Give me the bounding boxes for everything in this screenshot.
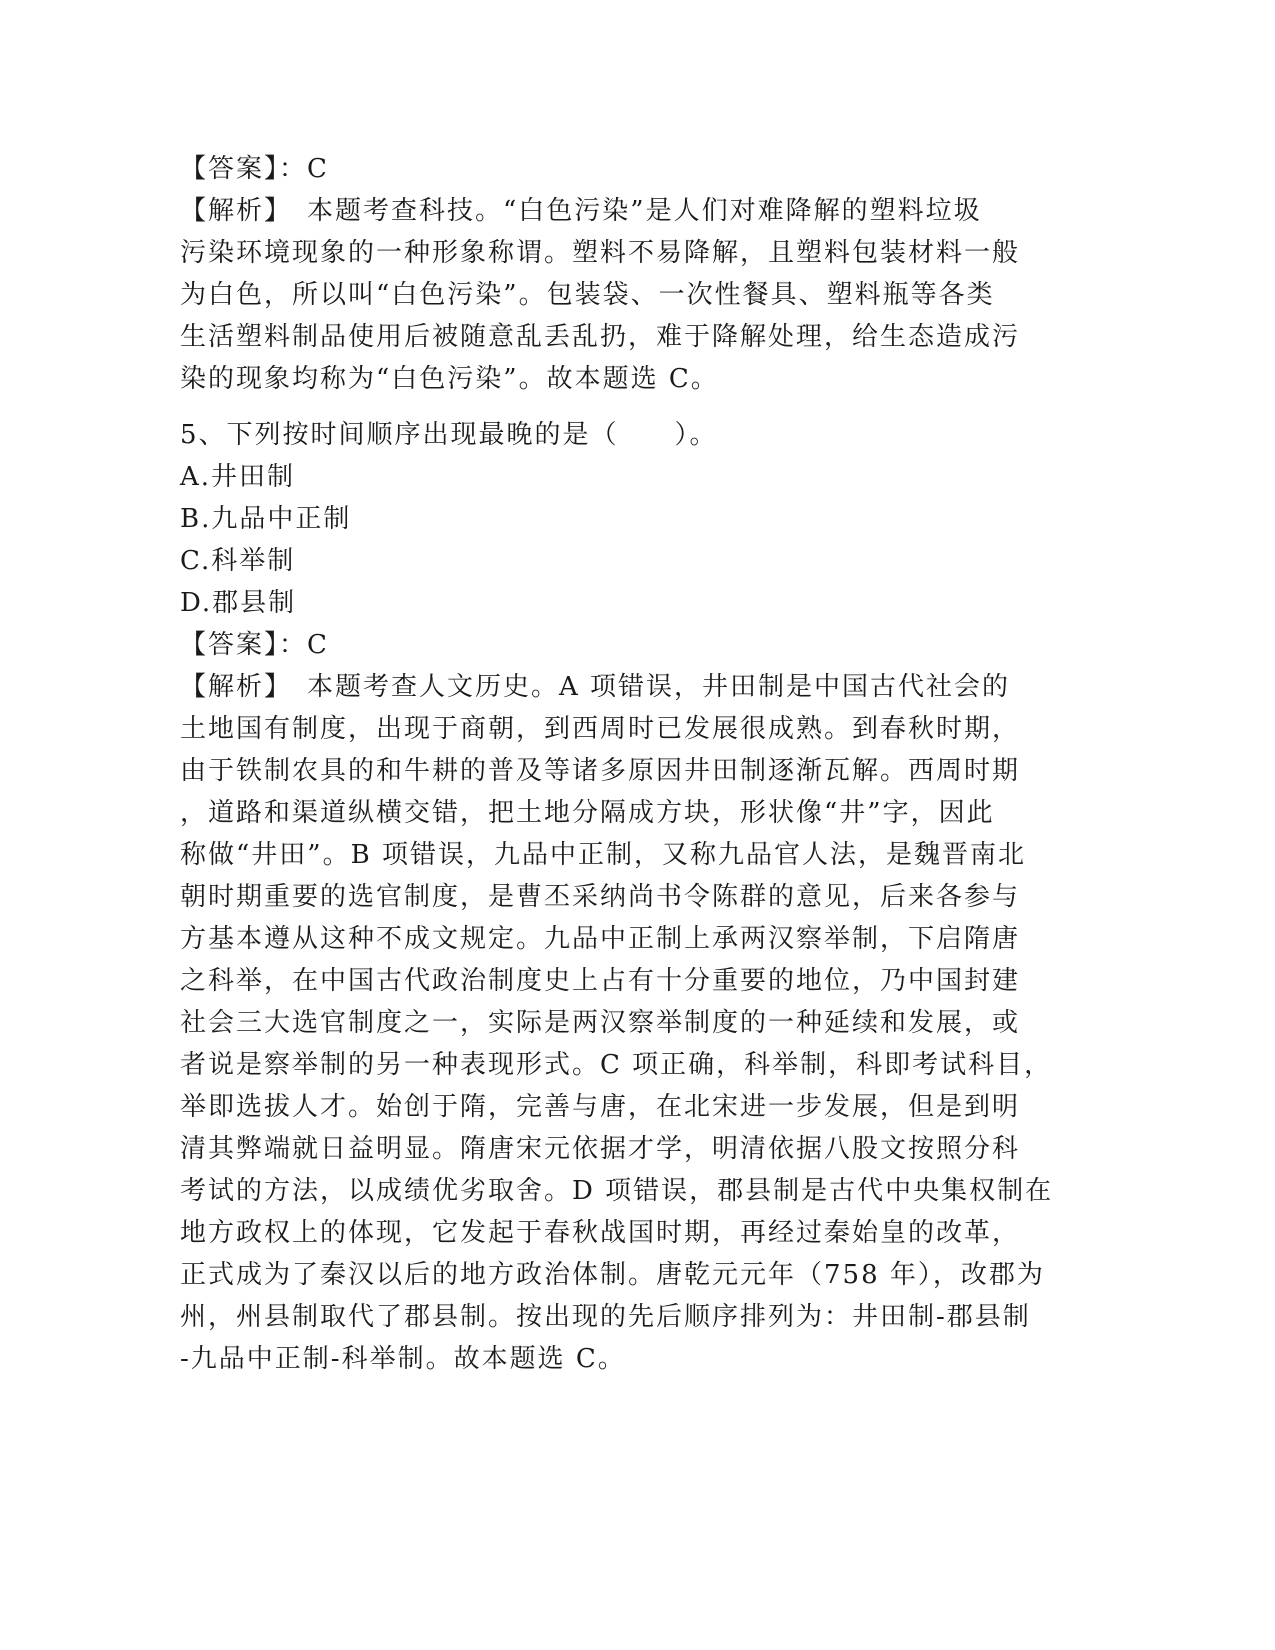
answer-block-4: [180, 148, 1080, 400]
analysis-line: 州，州县制取代了郡县制。按出现的先后顺序排列为：井田制-郡县制: [180, 1302, 1031, 1332]
analysis-line: 考试的方法，以成绩优劣取舍。D 项错误，郡县制是古代中央集权制在: [180, 1176, 1054, 1206]
option-d: D.郡县制: [180, 588, 297, 618]
analysis-line: 之科举，在中国古代政治制度史上占有十分重要的地位，乃中国封建: [180, 966, 1021, 996]
document-page: [180, 148, 1080, 1380]
option-c: C.科举制: [180, 546, 296, 576]
question-5: [180, 414, 1080, 1380]
answer-label: 【答案】：C: [180, 630, 329, 660]
analysis-block: [180, 190, 1080, 400]
options-list: [180, 456, 1080, 624]
analysis-line: 土地国有制度，出现于商朝，到西周时已发展很成熟。到春秋时期，: [180, 714, 1021, 744]
analysis-line: 地方政权上的体现，它发起于春秋战国时期，再经过秦始皇的改革，: [180, 1218, 1021, 1248]
analysis-line: 社会三大选官制度之一，实际是两汉察举制度的一种延续和发展，或: [180, 1008, 1021, 1038]
analysis-line: 者说是察举制的另一种表现形式。C 项正确，科举制，科即考试科目，: [180, 1050, 1053, 1080]
analysis-line: 为白色，所以叫“白色污染”。包装袋、一次性餐具、塑料瓶等各类: [180, 280, 995, 310]
analysis-line: ，道路和渠道纵横交错，把土地分隔成方块，形状像“井”字，因此: [180, 798, 995, 828]
analysis-line: 举即选拔人才。始创于隋，完善与唐，在北宋进一步发展，但是到明: [180, 1092, 1021, 1122]
analysis-line: -九品中正制-科举制。故本题选 C。: [180, 1344, 626, 1374]
analysis-line: 称做“井田”。B 项错误，九品中正制，又称九品官人法，是魏晋南北: [180, 840, 1026, 870]
question-stem: 5、下列按时间顺序出现最晚的是（ ）。: [180, 420, 718, 450]
option-a: A.井田制: [180, 462, 296, 492]
analysis-line: 清其弊端就日益明显。隋唐宋元依据才学，明清依据八股文按照分科: [180, 1134, 1021, 1164]
analysis-line: 正式成为了秦汉以后的地方政治体制。唐乾元元年（758 年），改郡为: [180, 1260, 1045, 1290]
option-b: B.九品中正制: [180, 504, 352, 534]
analysis-line: 由于铁制农具的和牛耕的普及等诸多原因井田制逐渐瓦解。西周时期: [180, 756, 1021, 786]
analysis-line: 污染环境现象的一种形象称谓。塑料不易降解，且塑料包装材料一般: [180, 238, 1021, 268]
analysis-line: 【解析】 本题考查人文历史。A 项错误，井田制是中国古代社会的: [180, 672, 1011, 702]
answer-label: 【答案】：C: [180, 154, 329, 184]
analysis-line: 方基本遵从这种不成文规定。九品中正制上承两汉察举制，下启隋唐: [180, 924, 1021, 954]
analysis-line: 生活塑料制品使用后被随意乱丢乱扔，难于降解处理，给生态造成污: [180, 322, 1021, 352]
analysis-block: [180, 666, 1080, 1380]
analysis-line: 朝时期重要的选官制度，是曹丕采纳尚书令陈群的意见，后来各参与: [180, 882, 1021, 912]
analysis-line: 染的现象均称为“白色污染”。故本题选 C。: [180, 364, 719, 394]
analysis-line: 【解析】 本题考查科技。“白色污染”是人们对难降解的塑料垃圾: [180, 196, 982, 226]
